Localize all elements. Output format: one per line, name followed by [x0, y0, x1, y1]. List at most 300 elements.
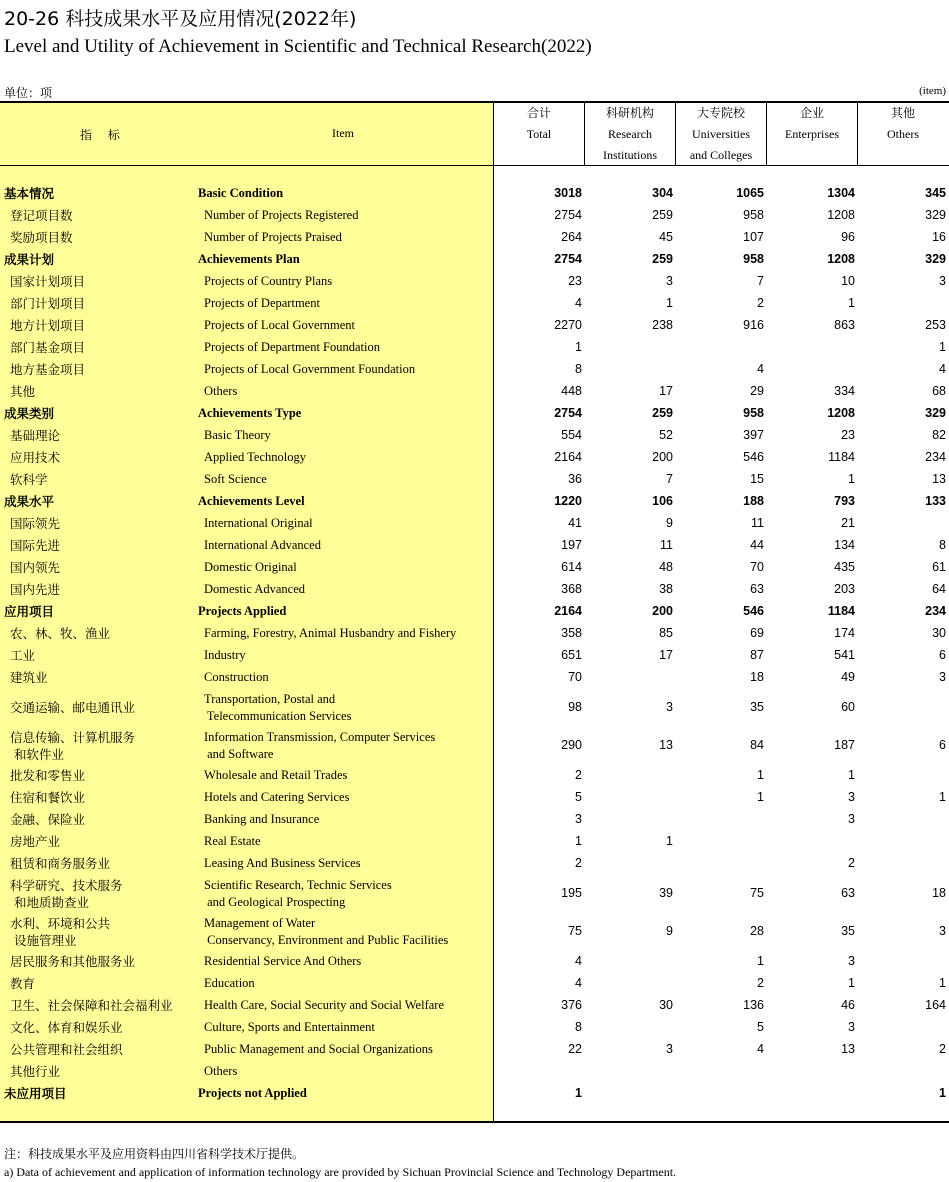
table-row — [0, 559, 949, 581]
value-research: 3 — [666, 700, 673, 714]
header-col-en: Enterprises — [785, 127, 839, 141]
row-label-en: Hotels and Catering Services — [204, 790, 350, 804]
value-universities: 1 — [757, 954, 764, 968]
value-others: 61 — [932, 560, 946, 574]
row-label-cn: 卫生、社会保障和社会福利业 — [10, 998, 173, 1013]
row-label-cn-line2: 和软件业 — [10, 747, 64, 762]
row-label-cn: 成果计划 — [4, 252, 55, 267]
value-enterprises: 1 — [848, 296, 855, 310]
row-label-en-line2: and Software — [204, 747, 274, 761]
row-label-en: Others — [204, 384, 238, 398]
value-enterprises: 23 — [841, 428, 855, 442]
row-label-cn: 科学研究、技术服务 — [10, 878, 123, 893]
value-total: 5 — [575, 790, 582, 804]
table-row — [0, 361, 949, 383]
table-row — [0, 229, 949, 251]
value-total: 290 — [561, 738, 582, 752]
table-row — [0, 997, 949, 1019]
row-label-cn: 信息传输、计算机服务 — [10, 730, 136, 745]
row-label-en: Education — [204, 976, 255, 990]
value-universities: 1 — [757, 768, 764, 782]
header-col-cn: 其他 — [890, 106, 915, 120]
value-enterprises: 134 — [834, 538, 855, 552]
row-label-en: Number of Projects Registered — [204, 208, 359, 222]
unit-label-en: (item) — [919, 85, 946, 97]
value-universities: 4 — [757, 1042, 764, 1056]
row-label-cn: 应用技术 — [10, 450, 61, 465]
row-label-en: Basic Theory — [204, 428, 271, 442]
footnote-en: a) Data of achievement and application of information technology are provided by Sichuan Provincial Science and Technology Department. — [4, 1165, 677, 1179]
value-total: 4 — [575, 296, 582, 310]
value-total: 2754 — [554, 406, 582, 420]
header-col-cn: 合计 — [526, 106, 551, 120]
value-enterprises: 63 — [841, 886, 855, 900]
value-universities: 958 — [743, 252, 764, 266]
header-col-en: Others — [887, 127, 919, 141]
value-universities: 136 — [743, 998, 764, 1012]
row-label-en: Soft Science — [204, 472, 267, 486]
header-col-cn: 企业 — [799, 106, 824, 120]
value-research: 259 — [652, 208, 673, 222]
row-label-cn: 工业 — [10, 648, 36, 663]
table-title-en: Level and Utility of Achievement in Scientific and Technical Research(2022) — [4, 36, 592, 57]
value-others: 345 — [925, 186, 946, 200]
value-universities: 29 — [750, 384, 764, 398]
row-label-en: Others — [204, 1064, 238, 1078]
value-universities: 69 — [750, 626, 764, 640]
value-research: 38 — [659, 582, 673, 596]
row-label-en: Basic Condition — [198, 186, 284, 200]
value-enterprises: 10 — [841, 274, 855, 288]
table-row — [0, 427, 949, 449]
row-label-en: Projects not Applied — [198, 1086, 307, 1100]
value-total: 2270 — [554, 318, 582, 332]
value-universities: 70 — [750, 560, 764, 574]
table-row — [0, 833, 949, 855]
value-others: 234 — [925, 604, 946, 618]
row-label-en: Projects of Department — [204, 296, 320, 310]
row-label-cn: 其他行业 — [10, 1064, 61, 1079]
value-research: 9 — [666, 516, 673, 530]
row-label-en: Residential Service And Others — [204, 954, 362, 968]
value-enterprises: 1184 — [827, 604, 855, 618]
value-enterprises: 1184 — [828, 450, 855, 464]
value-universities: 4 — [757, 362, 764, 376]
table-row — [0, 691, 949, 729]
value-research: 1 — [666, 834, 673, 848]
row-label-en: Domestic Original — [204, 560, 297, 574]
value-enterprises: 46 — [841, 998, 855, 1012]
value-others: 68 — [932, 384, 946, 398]
row-label-en: Achievements Type — [198, 406, 302, 420]
value-enterprises: 49 — [841, 670, 855, 684]
value-others: 1 — [939, 976, 946, 990]
row-label-en: International Advanced — [204, 538, 321, 552]
value-research: 13 — [659, 738, 673, 752]
row-label-en: Transportation, Postal and — [204, 692, 336, 706]
value-research: 30 — [659, 998, 673, 1012]
value-total: 614 — [561, 560, 582, 574]
row-label-cn: 国内先进 — [10, 582, 61, 597]
table-row — [0, 383, 949, 405]
row-label-en: Projects of Local Government — [204, 318, 355, 332]
table-row — [0, 1019, 949, 1041]
row-label-en: Scientific Research, Technic Services — [204, 878, 392, 892]
row-label-en: Construction — [204, 670, 269, 684]
table-row — [0, 339, 949, 361]
value-total: 70 — [568, 670, 582, 684]
row-label-cn: 成果水平 — [4, 494, 55, 509]
value-others: 16 — [932, 230, 946, 244]
table-row — [0, 317, 949, 339]
header-item-en: Item — [332, 126, 354, 140]
row-label-cn: 部门计划项目 — [10, 296, 86, 311]
table-row — [0, 877, 949, 915]
value-enterprises: 13 — [841, 1042, 855, 1056]
header-col-universities — [676, 103, 766, 166]
value-universities: 35 — [750, 700, 764, 714]
value-total: 197 — [561, 538, 582, 552]
table-row — [0, 811, 949, 833]
value-universities: 5 — [757, 1020, 764, 1034]
row-label-en: Leasing And Business Services — [204, 856, 361, 870]
value-others: 3 — [939, 924, 946, 938]
row-label-cn: 国际先进 — [10, 538, 61, 553]
value-universities: 958 — [743, 208, 764, 222]
value-enterprises: 3 — [848, 812, 855, 826]
row-label-en: Real Estate — [204, 834, 261, 848]
value-enterprises: 334 — [834, 384, 855, 398]
value-total: 2754 — [554, 252, 582, 266]
value-others: 133 — [925, 494, 946, 508]
row-label-cn: 交通运输、邮电通讯业 — [10, 700, 136, 715]
row-label-cn: 住宿和餐饮业 — [10, 790, 86, 805]
value-total: 4 — [575, 954, 582, 968]
value-total: 195 — [561, 886, 582, 900]
value-research: 11 — [660, 538, 673, 552]
value-others: 6 — [939, 648, 946, 662]
value-research: 17 — [659, 648, 673, 662]
value-others: 8 — [939, 538, 946, 552]
value-others: 253 — [925, 318, 946, 332]
row-label-en: Public Management and Social Organizations — [204, 1042, 433, 1056]
value-universities: 1065 — [736, 186, 764, 200]
row-label-cn: 国际领先 — [10, 516, 61, 531]
row-label-en: Management of Water — [204, 916, 316, 930]
header-col-en-line2: and Colleges — [689, 148, 753, 162]
row-label-en: Domestic Advanced — [204, 582, 306, 596]
table-row — [0, 729, 949, 767]
value-research: 85 — [659, 626, 673, 640]
value-enterprises: 60 — [841, 700, 855, 714]
row-label-en-line2: Telecommunication Services — [204, 709, 352, 723]
value-others: 1 — [939, 790, 946, 804]
value-total: 22 — [568, 1042, 582, 1056]
row-label-en: Banking and Insurance — [204, 812, 320, 826]
row-label-en: Information Transmission, Computer Services — [204, 730, 436, 744]
value-research: 200 — [652, 604, 673, 618]
table-row — [0, 273, 949, 295]
value-research: 106 — [652, 494, 673, 508]
row-label-en-line2: and Geological Prospecting — [204, 895, 346, 909]
row-label-cn: 公共管理和社会组织 — [10, 1042, 123, 1057]
table-row — [0, 975, 949, 997]
value-others: 329 — [925, 406, 946, 420]
value-universities: 7 — [757, 274, 764, 288]
row-label-cn-line2: 设施管理业 — [10, 933, 77, 948]
value-others: 13 — [932, 472, 946, 486]
value-research: 1 — [666, 296, 673, 310]
row-label-en-line2: Conservancy, Environment and Public Facilities — [204, 933, 449, 947]
table-row — [0, 537, 949, 559]
value-others: 6 — [939, 738, 946, 752]
row-label-cn: 文化、体育和娱乐业 — [10, 1020, 123, 1035]
table-row — [0, 1063, 949, 1085]
table-row — [0, 669, 949, 691]
value-total: 1220 — [554, 494, 582, 508]
value-enterprises: 21 — [841, 516, 855, 530]
value-universities: 11 — [751, 516, 764, 530]
value-others: 4 — [939, 362, 946, 376]
value-universities: 107 — [743, 230, 764, 244]
value-enterprises: 1 — [848, 472, 855, 486]
table-row — [0, 625, 949, 647]
value-enterprises: 2 — [848, 856, 855, 870]
header-col-total — [494, 103, 584, 145]
value-enterprises: 1208 — [827, 252, 855, 266]
unit-label-cn: 单位：项 — [4, 86, 53, 100]
row-label-cn: 居民服务和其他服务业 — [10, 954, 136, 969]
row-label-cn: 地方基金项目 — [10, 362, 86, 377]
value-enterprises: 1208 — [827, 406, 855, 420]
row-label-cn: 农、林、牧、渔业 — [10, 626, 111, 641]
table-row — [0, 207, 949, 229]
table-title-cn: 20-26 科技成果水平及应用情况(2022年) — [4, 8, 357, 30]
row-label-en: Number of Projects Praised — [204, 230, 342, 244]
value-total: 2 — [575, 768, 582, 782]
value-total: 8 — [575, 1020, 582, 1034]
row-label-cn: 批发和零售业 — [10, 768, 86, 783]
value-enterprises: 174 — [834, 626, 855, 640]
value-enterprises: 96 — [841, 230, 855, 244]
value-others: 164 — [925, 998, 946, 1012]
value-enterprises: 793 — [834, 494, 855, 508]
value-total: 1 — [575, 834, 582, 848]
value-total: 448 — [561, 384, 582, 398]
value-universities: 18 — [750, 670, 764, 684]
value-universities: 87 — [750, 648, 764, 662]
header-col-others — [858, 103, 948, 145]
value-enterprises: 187 — [834, 738, 855, 752]
value-total: 98 — [568, 700, 582, 714]
value-enterprises: 35 — [841, 924, 855, 938]
value-universities: 546 — [743, 604, 764, 618]
table-row — [0, 915, 949, 953]
value-research: 238 — [652, 318, 673, 332]
table-row — [0, 581, 949, 603]
table-row — [0, 185, 949, 207]
header-col-enterprises — [767, 103, 857, 145]
row-label-en: Farming, Forestry, Animal Husbandry and Fishery — [204, 626, 457, 640]
table-row — [0, 515, 949, 537]
value-others: 234 — [925, 450, 946, 464]
value-total: 75 — [568, 924, 582, 938]
row-label-cn: 其他 — [10, 384, 36, 399]
row-label-cn: 奖励项目数 — [10, 230, 73, 245]
row-label-en: Applied Technology — [204, 450, 307, 464]
value-enterprises: 1 — [848, 976, 855, 990]
value-others: 18 — [932, 886, 946, 900]
value-enterprises: 3 — [848, 1020, 855, 1034]
row-label-en: Projects of Department Foundation — [204, 340, 381, 354]
value-universities: 84 — [750, 738, 764, 752]
value-total: 23 — [568, 274, 582, 288]
value-universities: 63 — [750, 582, 764, 596]
row-label-cn: 成果类别 — [4, 406, 55, 421]
value-others: 329 — [925, 208, 946, 222]
footnote-cn: 注：科技成果水平及应用资料由四川省科学技术厅提供。 — [4, 1147, 305, 1161]
value-research: 45 — [659, 230, 673, 244]
value-total: 1 — [575, 340, 582, 354]
value-enterprises: 541 — [834, 648, 855, 662]
row-label-en: Culture, Sports and Entertainment — [204, 1020, 375, 1034]
header-col-en-line2: Institutions — [602, 148, 657, 162]
value-others: 1 — [939, 340, 946, 354]
value-enterprises: 1208 — [827, 208, 855, 222]
header-col-en: Universities — [692, 127, 750, 141]
value-research: 48 — [659, 560, 673, 574]
row-label-cn: 建筑业 — [10, 670, 48, 685]
table-row — [0, 295, 949, 317]
table-row — [0, 405, 949, 427]
value-total: 2164 — [554, 450, 582, 464]
row-label-cn: 教育 — [10, 976, 36, 991]
value-research: 200 — [652, 450, 673, 464]
row-label-en: Projects Applied — [198, 604, 287, 618]
table-row — [0, 647, 949, 669]
table-row — [0, 789, 949, 811]
table-row — [0, 251, 949, 273]
value-total: 368 — [561, 582, 582, 596]
value-others: 1 — [939, 1086, 946, 1100]
row-label-cn: 国家计划项目 — [10, 274, 86, 289]
value-total: 3018 — [554, 186, 582, 200]
row-label-en: Projects of Country Plans — [204, 274, 333, 288]
header-col-cn: 大专院校 — [696, 106, 745, 120]
value-research: 259 — [652, 252, 673, 266]
value-research: 9 — [666, 924, 673, 938]
value-enterprises: 203 — [834, 582, 855, 596]
table-row — [0, 855, 949, 877]
value-others: 2 — [939, 1042, 946, 1056]
value-enterprises: 435 — [834, 560, 855, 574]
header-col-cn: 科研机构 — [605, 106, 654, 120]
table-row — [0, 1041, 949, 1063]
value-enterprises: 3 — [848, 954, 855, 968]
value-total: 651 — [561, 648, 582, 662]
value-research: 3 — [666, 274, 673, 288]
row-label-en: Wholesale and Retail Trades — [204, 768, 348, 782]
value-total: 4 — [575, 976, 582, 990]
row-label-en: International Original — [204, 516, 313, 530]
table-row — [0, 1085, 949, 1107]
table-row — [0, 493, 949, 515]
value-total: 41 — [568, 516, 582, 530]
value-others: 3 — [939, 670, 946, 684]
value-universities: 397 — [743, 428, 764, 442]
row-label-cn: 软科学 — [10, 472, 48, 487]
row-label-en: Achievements Plan — [198, 252, 300, 266]
row-label-en: Achievements Level — [198, 494, 305, 508]
value-enterprises: 3 — [848, 790, 855, 804]
value-universities: 15 — [750, 472, 764, 486]
row-label-cn: 水利、环境和公共 — [10, 916, 111, 931]
value-total: 376 — [561, 998, 582, 1012]
table-row — [0, 767, 949, 789]
value-research: 259 — [652, 406, 673, 420]
value-universities: 188 — [743, 494, 764, 508]
row-label-cn: 国内领先 — [10, 560, 61, 575]
value-universities: 958 — [743, 406, 764, 420]
value-total: 2 — [575, 856, 582, 870]
header-col-research — [585, 103, 675, 166]
value-total: 2754 — [554, 208, 582, 222]
row-label-cn: 地方计划项目 — [10, 318, 86, 333]
row-label-cn: 应用项目 — [4, 604, 55, 619]
value-total: 8 — [575, 362, 582, 376]
value-universities: 28 — [750, 924, 764, 938]
value-enterprises: 1 — [848, 768, 855, 782]
row-label-cn: 租赁和商务服务业 — [10, 856, 111, 871]
table-header-rule — [0, 165, 949, 166]
header-col-en: Research — [608, 127, 652, 141]
header-indicator-cn: 指 标 — [80, 128, 126, 142]
value-others: 82 — [932, 428, 946, 442]
value-total: 1 — [575, 1086, 582, 1100]
table-row — [0, 449, 949, 471]
row-label-cn: 基础理论 — [10, 428, 61, 443]
value-universities: 75 — [750, 886, 764, 900]
row-label-cn: 部门基金项目 — [10, 340, 86, 355]
value-research: 3 — [666, 1042, 673, 1056]
value-total: 36 — [568, 472, 582, 486]
row-label-en: Projects of Local Government Foundation — [204, 362, 416, 376]
value-universities: 44 — [750, 538, 764, 552]
row-label-en: Health Care, Social Security and Social Welfare — [204, 998, 444, 1012]
value-universities: 2 — [757, 296, 764, 310]
value-universities: 916 — [743, 318, 764, 332]
row-label-cn: 登记项目数 — [10, 208, 73, 223]
value-universities: 1 — [757, 790, 764, 804]
value-total: 3 — [575, 812, 582, 826]
value-total: 264 — [561, 230, 582, 244]
value-research: 39 — [659, 886, 673, 900]
table-bottom-rule — [0, 1121, 949, 1123]
value-research: 17 — [659, 384, 673, 398]
row-label-cn-line2: 和地质勘查业 — [10, 895, 89, 910]
value-others: 30 — [932, 626, 946, 640]
table-row — [0, 603, 949, 625]
value-research: 7 — [666, 472, 673, 486]
row-label-cn: 未应用项目 — [4, 1086, 67, 1101]
value-others: 3 — [939, 274, 946, 288]
value-research: 304 — [652, 186, 673, 200]
table-row — [0, 471, 949, 493]
value-others: 329 — [925, 252, 946, 266]
value-total: 358 — [561, 626, 582, 640]
value-others: 64 — [932, 582, 946, 596]
header-col-en: Total — [526, 127, 552, 141]
